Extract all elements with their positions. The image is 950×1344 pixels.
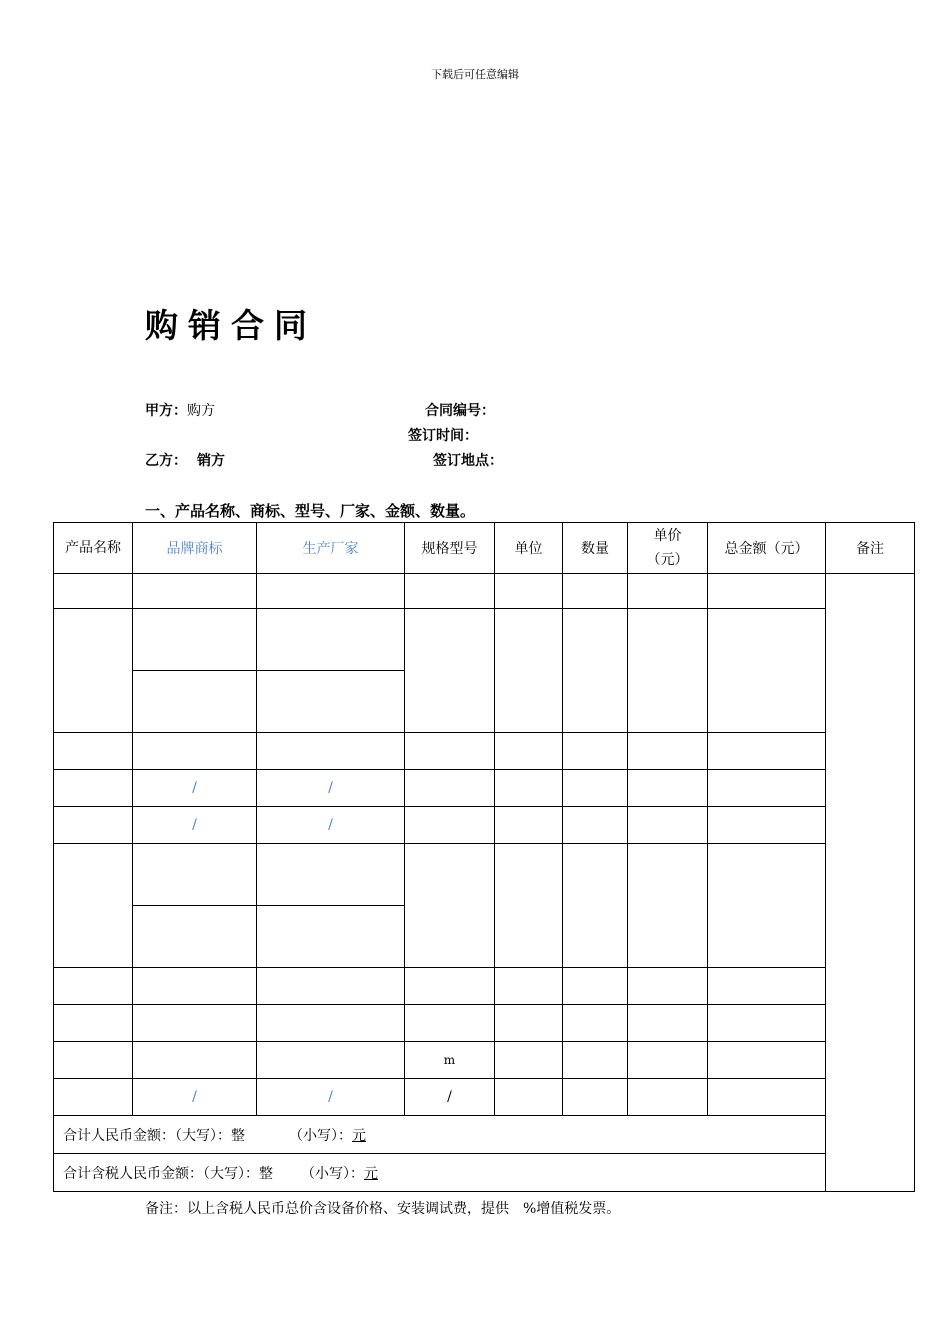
table-cell[interactable] (708, 807, 826, 844)
party-b-label: 乙方： (145, 453, 187, 469)
header-brand: 品牌商标 (133, 523, 257, 574)
table-cell[interactable] (628, 609, 708, 733)
table-cell[interactable] (495, 1042, 563, 1079)
table-cell[interactable] (708, 770, 826, 807)
header-spec: 规格型号 (405, 523, 495, 574)
table-row (54, 844, 915, 906)
table-cell[interactable] (54, 733, 133, 770)
total-rmb-tax-yuan: 元 (364, 1165, 378, 1182)
table-cell[interactable] (495, 1079, 563, 1116)
table-cell[interactable] (405, 609, 495, 733)
table-cell[interactable] (257, 733, 405, 770)
table-cell[interactable] (495, 1005, 563, 1042)
table-cell[interactable] (54, 574, 133, 609)
slash-cell[interactable]: / (257, 807, 405, 844)
table-cell[interactable] (133, 1005, 257, 1042)
header-product-name: 产品名称 (54, 523, 133, 574)
total-rmb-row (54, 1116, 915, 1154)
total-rmb-prefix: 合计人民币金额：（大写）：整 (63, 1127, 245, 1144)
table-cell[interactable] (628, 844, 708, 968)
table-cell[interactable] (563, 844, 628, 968)
document-title: 购销合同 (145, 306, 317, 345)
header-remark: 备注 (826, 523, 915, 574)
slash-cell[interactable]: / (133, 770, 257, 807)
table-cell[interactable] (708, 733, 826, 770)
remark-cell[interactable] (826, 574, 915, 1192)
table-cell[interactable] (563, 1005, 628, 1042)
header-unit-price: 单价（元） (628, 523, 708, 574)
table-cell[interactable] (257, 844, 405, 906)
table-row (54, 733, 915, 770)
table-cell[interactable] (708, 1042, 826, 1079)
sign-time-label: 签订时间： (408, 428, 478, 444)
spec-m-cell[interactable]: m (405, 1042, 495, 1079)
table-row (54, 968, 915, 1005)
table-cell[interactable] (257, 968, 405, 1005)
table-cell[interactable] (628, 574, 708, 609)
table-cell[interactable] (563, 609, 628, 733)
table-cell[interactable] (495, 609, 563, 733)
page-header: 下载后可任意编辑 (431, 68, 519, 81)
party-a-value: 购方 (187, 403, 215, 419)
table-cell[interactable] (405, 807, 495, 844)
table-cell[interactable] (133, 574, 257, 609)
table-cell[interactable] (563, 1079, 628, 1116)
table-cell[interactable] (54, 844, 133, 968)
party-b (145, 452, 225, 470)
table-cell[interactable] (54, 609, 133, 733)
table-cell[interactable] (405, 574, 495, 609)
table-cell[interactable] (133, 671, 257, 733)
table-cell[interactable] (133, 609, 257, 671)
header-manufacturer: 生产厂家 (257, 523, 405, 574)
table-cell[interactable] (495, 574, 563, 609)
table-cell[interactable] (563, 770, 628, 807)
total-rmb-cell[interactable] (54, 1116, 915, 1154)
total-rmb-small-label: （小写）： (289, 1127, 352, 1144)
slash-cell[interactable]: / (133, 1079, 257, 1116)
header-total: 总金额（元） (708, 523, 826, 574)
slash-cell[interactable]: / (257, 770, 405, 807)
table-row (54, 574, 915, 609)
table-cell[interactable] (133, 906, 257, 968)
table-cell[interactable] (563, 807, 628, 844)
table-cell[interactable] (405, 968, 495, 1005)
table-cell[interactable] (495, 770, 563, 807)
table-cell[interactable] (628, 733, 708, 770)
table-cell[interactable] (257, 609, 405, 671)
table-cell[interactable] (628, 1042, 708, 1079)
total-rmb-tax-cell[interactable] (54, 1154, 915, 1192)
total-rmb-tax-prefix: 合计含税人民币金额：（大写）：整 (63, 1165, 273, 1182)
product-table (53, 522, 915, 1192)
table-row (54, 609, 915, 671)
table-cell[interactable] (257, 574, 405, 609)
slash-cell[interactable]: / (257, 1079, 405, 1116)
table-header-row (54, 523, 915, 574)
slash-cell[interactable]: / (405, 1079, 495, 1116)
table-cell[interactable] (708, 844, 826, 968)
table-cell[interactable] (405, 770, 495, 807)
table-cell[interactable] (495, 733, 563, 770)
footnote: 备注：以上含税人民币总价含设备价格、安装调试费，提供 %增值税发票。 (145, 1201, 621, 1217)
total-rmb-yuan: 元 (352, 1127, 366, 1144)
table-cell[interactable] (628, 807, 708, 844)
table-cell[interactable] (563, 968, 628, 1005)
party-a-label: 甲方： (145, 403, 187, 419)
table-cell[interactable] (257, 671, 405, 733)
table-cell[interactable] (54, 1079, 133, 1116)
table-cell[interactable] (708, 1005, 826, 1042)
header-unit: 单位 (495, 523, 563, 574)
table-cell[interactable] (133, 844, 257, 906)
table-cell[interactable] (495, 807, 563, 844)
slash-cell[interactable]: / (133, 807, 257, 844)
table-row (54, 1079, 915, 1116)
section-1-heading: 一、产品名称、商标、型号、厂家、金额、数量。 (145, 502, 476, 520)
table-cell[interactable] (54, 1042, 133, 1079)
total-rmb-tax-small-label: （小写）： (301, 1165, 364, 1182)
table-cell[interactable] (133, 968, 257, 1005)
table-cell[interactable] (563, 574, 628, 609)
table-row (54, 1042, 915, 1079)
table-cell[interactable] (133, 1042, 257, 1079)
table-cell[interactable] (628, 770, 708, 807)
table-cell[interactable] (628, 1005, 708, 1042)
table-cell[interactable] (54, 1005, 133, 1042)
table-cell[interactable] (54, 968, 133, 1005)
table-cell[interactable] (54, 807, 133, 844)
table-cell[interactable] (257, 906, 405, 968)
table-cell[interactable] (495, 844, 563, 968)
table-cell[interactable] (405, 1005, 495, 1042)
table-row (54, 1005, 915, 1042)
contract-number-label: 合同编号： (425, 403, 495, 419)
table-cell[interactable] (628, 1079, 708, 1116)
table-cell[interactable] (405, 844, 495, 968)
table-cell[interactable] (405, 733, 495, 770)
table-cell[interactable] (257, 1042, 405, 1079)
sign-place-label: 签订地点： (433, 453, 503, 469)
table-cell[interactable] (708, 609, 826, 733)
table-cell[interactable] (708, 968, 826, 1005)
table-cell[interactable] (133, 733, 257, 770)
party-b-value: 销方 (197, 453, 225, 469)
table-cell[interactable] (708, 574, 826, 609)
table-cell[interactable] (495, 968, 563, 1005)
total-rmb-tax-row (54, 1154, 915, 1192)
table-row (54, 807, 915, 844)
table-row (54, 770, 915, 807)
party-a (145, 402, 215, 420)
table-cell[interactable] (563, 733, 628, 770)
header-quantity: 数量 (563, 523, 628, 574)
table-cell[interactable] (708, 1079, 826, 1116)
table-cell[interactable] (257, 1005, 405, 1042)
table-cell[interactable] (628, 968, 708, 1005)
table-cell[interactable] (563, 1042, 628, 1079)
table-cell[interactable] (54, 770, 133, 807)
